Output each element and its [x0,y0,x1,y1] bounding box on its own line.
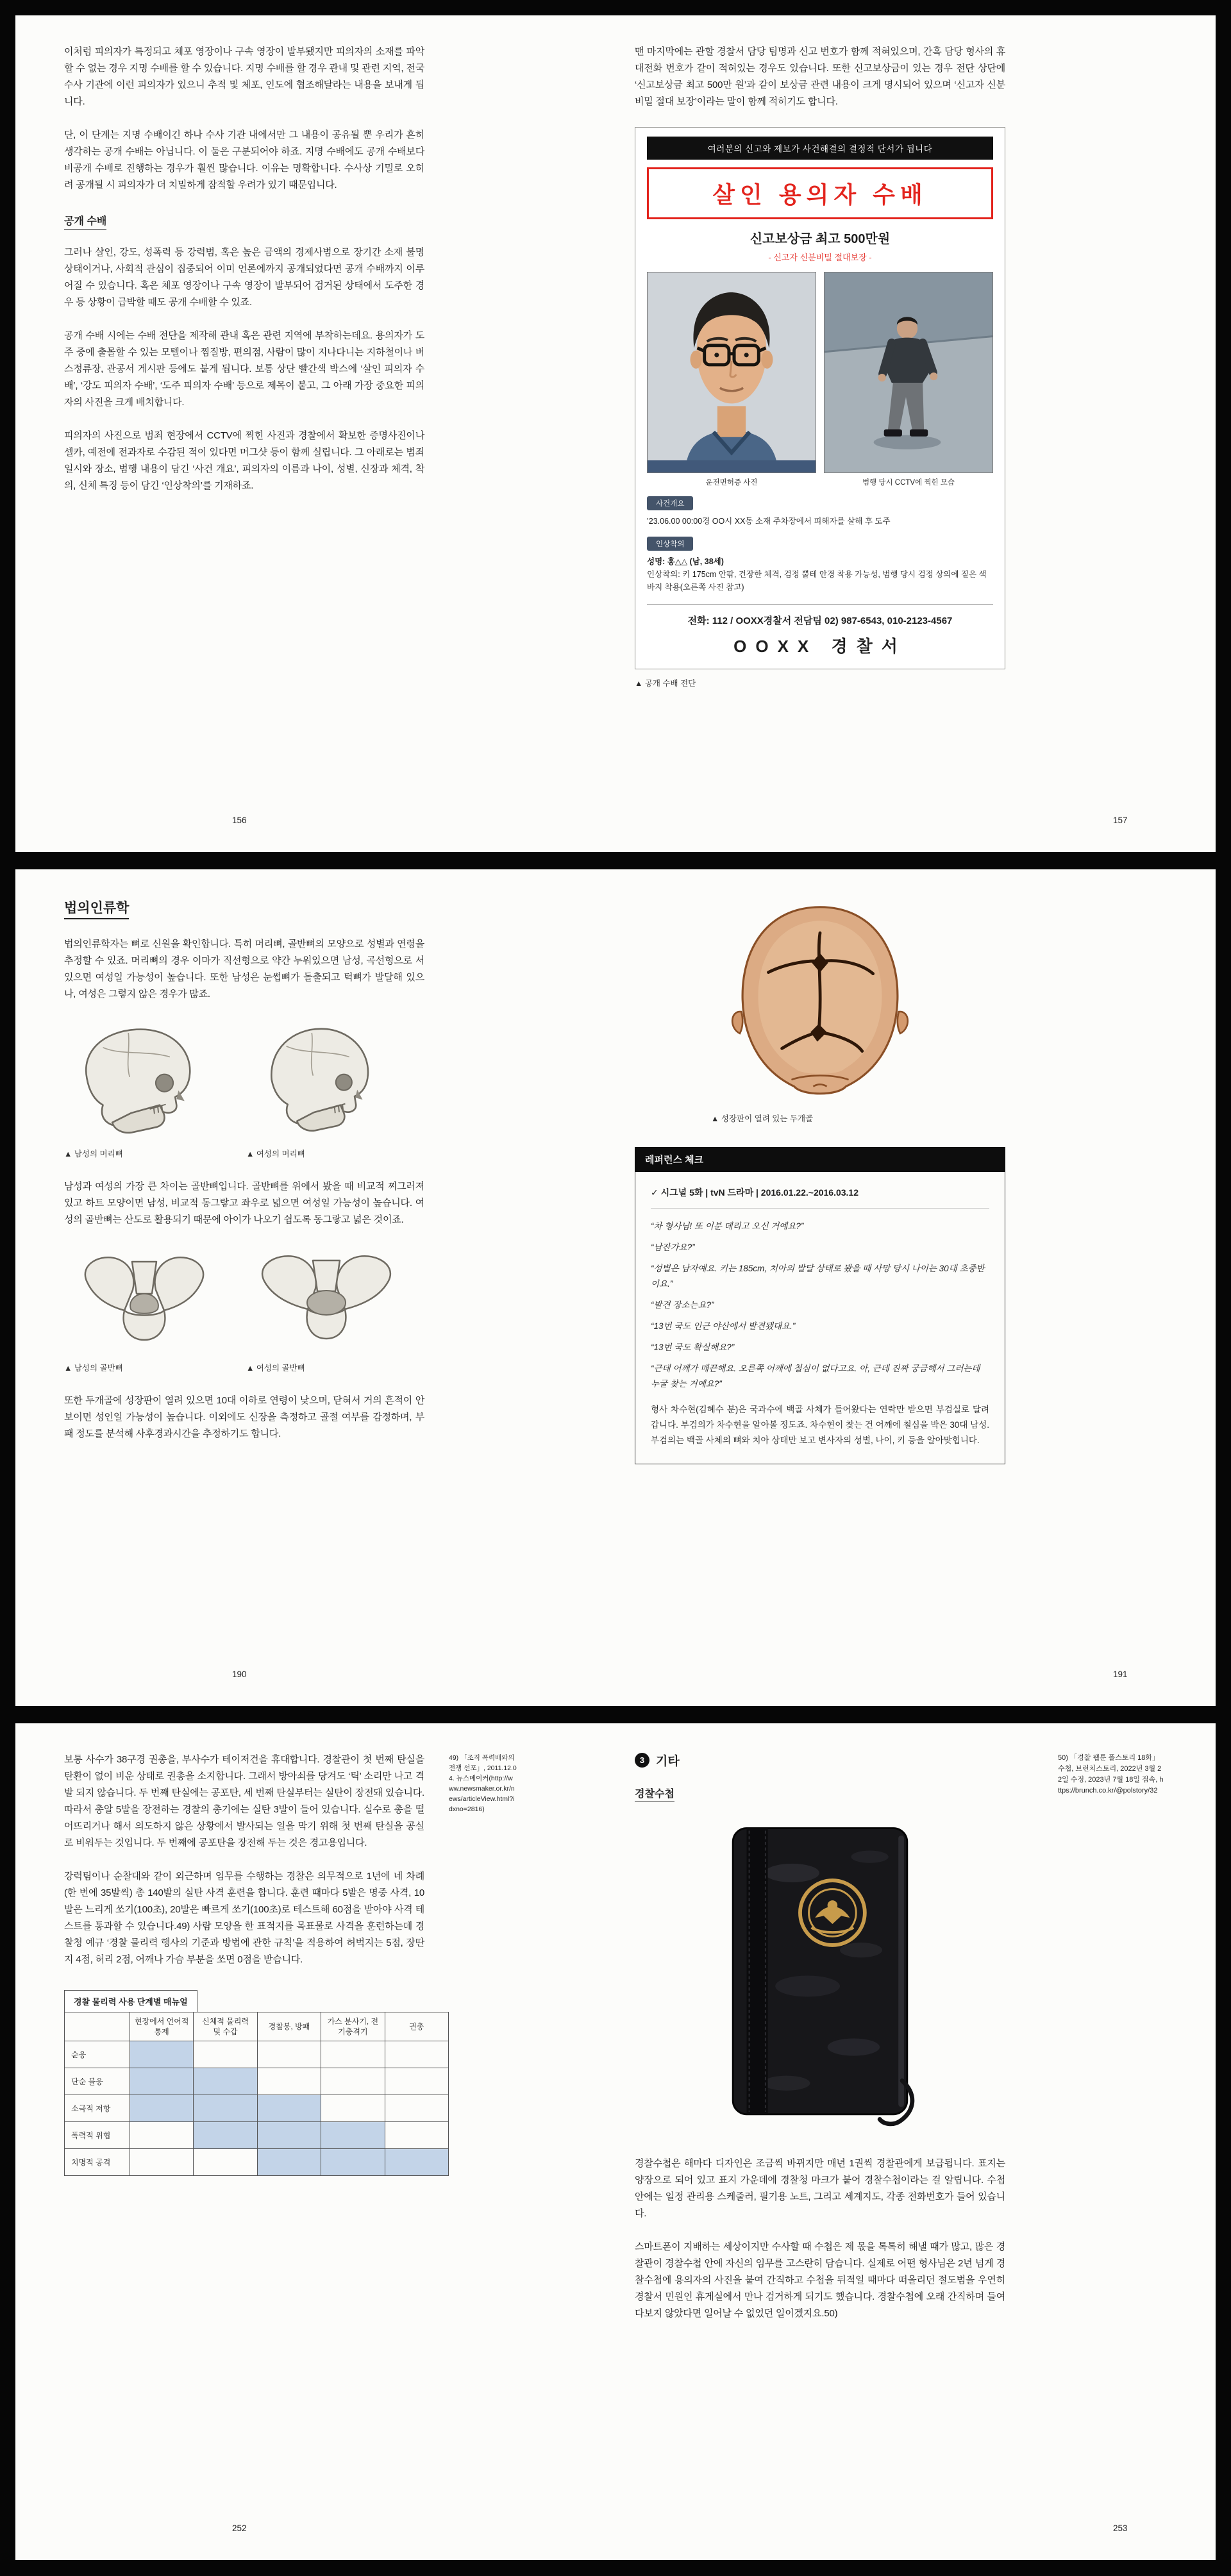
body-paragraph: 경찰수첩은 해마다 디자인은 조금씩 바뀌지만 매년 1권씩 경찰관에게 보급됩니다. 표지는 양장으로 되어 있고 표지 가운데에 경찰청 마크가 붙어 경찰수첩이라는 걸 알립니다. 수첩 안에는 일정 관리용 스케줄러, 필기용 노트, 그리고 세계지도, 각종 전화번호가 들어 있습니다. [635,2158,1005,2219]
section-label: 기타 [656,1755,680,1768]
body-paragraph: 이처럼 피의자가 특정되고 체포 영장이나 구속 영장이 발부됐지만 피의자의 소재를 파악할 수 없는 경우 지명 수배를 할 수 있습니다. 지명 수배를 할 경우 관내 및 관련 지역, 전국 수사 기관에 이런 피의자가 있으니 추적 및 체포, 인도에 협조해달라는 내용을 보내게 됩니다. [64,46,424,107]
figure-caption: ▲ 공개 수배 전단 [635,679,696,688]
poster-title: 살인 용의자 수배 [647,167,993,219]
table-cell [321,2095,385,2122]
female-pelvis-figure [246,1245,406,1373]
table-cell [194,2149,257,2176]
body-paragraph: 남성과 여성의 가장 큰 차이는 골반뼈입니다. 골반뼈를 위에서 봤을 때 비교적 찌그러져 있고 하트 모양이면 남성, 비교적 동그랗고 좌우로 넓으면 여성일 가능성이 높습니다. 여성의 골반뼈는 산도로 활용되기 때문에 아이가 나오기 쉽도록 동그랗고 넓은 것이죠. [64,1181,424,1225]
dialogue-quote: “성별은 남자예요. 키는 185cm, 치아의 발달 상태로 봤을 때 사망 당시 나이는 30대 초중반이요.” [651,1264,985,1289]
wanted-poster [635,127,1005,669]
force-table [64,2012,449,2176]
dialogue-quote: “13번 국도 확실해요?” [651,1342,735,1352]
table-cell [257,2041,321,2068]
police-notebook-figure [714,1819,926,2134]
table-cell [321,2149,385,2176]
table-cell [194,2095,257,2122]
cctv-photo-figure [824,272,993,487]
table-title: 경찰 물리력 사용 단계별 매뉴얼 [64,1990,197,2012]
figure-caption: ▲ 남성의 머리뼈 [64,1150,123,1158]
table-row-label: 순응 [65,2041,130,2068]
table-column-header: 경찰봉, 방패 [257,2012,321,2041]
body-paragraph: 또한 두개골에 성장판이 열려 있으면 10대 이하로 연령이 낮으며, 닫혀서 거의 흔적이 안 보이면 성인일 가능성이 높습니다. 이외에도 신장을 측정하고 골절 여부를 감정하며, 부패 정도를 분석해 사후경과시간을 추정하기도 합니다. [64,1395,424,1439]
book-spread-190-191 [15,869,1216,1706]
force-level-table-figure [64,1990,449,2176]
book-spread-252-253 [15,1723,1216,2560]
poster-station-name: OOXX 경찰서 [733,637,907,656]
cctv-photo-illustration [825,272,992,473]
table-column-header: 가스 분사기, 전기충격기 [321,2012,385,2041]
table-cell [194,2122,257,2149]
dialogue-quote: “차 형사님! 또 이분 데리고 오신 거예요?” [651,1221,804,1231]
reference-check-box [635,1172,1005,1464]
male-pelvis-figure [64,1245,224,1373]
table-cell [385,2095,448,2122]
subheading-police-notebook: 경찰수첩 [635,1786,1005,1800]
table-cell [130,2068,194,2095]
table-cell [321,2068,385,2095]
footnote-49: 49) 「조직 폭력배와의 전쟁 선포」, 2011.12.04. 뉴스메이커(http://www.newsmaker.or.kr/news/articleView.html?idxno=2816) [449,1754,517,1813]
page-157 [616,15,1216,852]
table-row [65,2095,449,2122]
table-row-label: 단순 불응 [65,2068,130,2095]
dialogue-quote: “남잔가요?” [651,1242,695,1252]
body-paragraph: 보통 사수가 38구경 권총을, 부사수가 테이저건을 휴대합니다. 경찰관이 첫 번째 탄실을 탄환이 없이 비운 상태로 권총을 소지합니다. 그래서 방아쇠를 당겨도 ‘틱’ 소리만 나고 격발 되지 않습니다. 두 번째 탄실에는 공포탄, 세 번째 탄실부터는 실탄이 장전돼 있습니다. 따라서 총알 5발을 장전하는 경찰의 총기에는 실탄 3발이 들어 있습니다. 실수로 총을 떨어뜨리거나 해서 의도하지 않은 상황에서 발사되는 일을 막기 위해 첫 번째 탄실을 공실로 비워두는 것입니다. 두 번째에 공포탄을 장전해 두는 것은 경고용입니다. [64,1754,424,1848]
table-column-header: 신체적 물리력 및 수갑 [194,2012,257,2041]
body-paragraph: 맨 마지막에는 관할 경찰서 담당 팀명과 신고 번호가 함께 적혀있으며, 간혹 담당 형사의 휴대전화 번호가 같이 적혀있는 경우도 있습니다. 또한 신고보상금이 있는 경우 전단 상단에 ‘신고보상금 최고 500만 원’과 같이 보상금 관련 내용이 크게 명시되어 있으며 ‘신고자 신분 비밀 절대 보장’이라는 말이 함께 적히기도 합니다. [635,46,1005,107]
section-heading-open-wanted: 공개 수배 [64,213,424,228]
table-corner-cell [65,2012,130,2041]
male-pelvis-illustration [64,1245,224,1354]
suspect-photo-figure [647,272,816,487]
section-heading-etc [635,1752,1005,1769]
police-notebook-illustration [714,1819,926,2130]
figure-caption: ▲ 여성의 골반뼈 [246,1364,305,1373]
table-row-label: 치명적 공격 [65,2149,130,2176]
table-row [65,2122,449,2149]
table-cell [130,2095,194,2122]
table-cell [130,2041,194,2068]
table-cell [194,2041,257,2068]
table-row [65,2149,449,2176]
page-number: 157 [1113,815,1128,825]
page-number: 253 [1113,2523,1128,2533]
circled-number-icon: 3 [635,1753,649,1768]
dialogue-quote: “13번 국도 인근 야산에서 발견됐대요.” [651,1321,796,1331]
table-row [65,2068,449,2095]
page-number: 156 [232,815,247,825]
poster-reward: 신고보상금 최고 500만원 [749,232,891,246]
female-pelvis-illustration [246,1245,406,1354]
infant-skull-figure [711,898,929,1124]
male-skull-figure [64,1019,224,1159]
table-cell [321,2122,385,2149]
table-cell [257,2149,321,2176]
figure-caption: ▲ 남성의 골반뼈 [64,1364,123,1373]
page-number: 190 [232,1669,247,1679]
table-cell [385,2068,448,2095]
table-cell [257,2095,321,2122]
case-summary-text: ’23.06.00 00:00경 OO시 XX동 소재 주차장에서 피해자를 살해 후 도주 [647,517,891,526]
page-190 [15,869,616,1706]
ref-commentary-text: 형사 차수현(김혜수 분)은 국과수에 백골 사체가 들어왔다는 연락만 받으면 부검실로 달려갑니다. 부검의가 차수현을 알아볼 정도죠. 차수현이 찾는 건 어깨에 철심을 박은 30대 남성. 부검의는 백골 사체의 뼈와 치아 상태만 보고 변사자의 성별, 나이, 키 등을 알아맞힙니다. [651,1405,989,1445]
poster-phone-line: 전화: 112 / OOXX경찰서 전담팀 02) 987-6543, 010-2123-4567 [647,604,993,627]
table-column-header: 권총 [385,2012,448,2041]
poster-secrecy: - 신고자 신분비밀 절대보장 - [768,253,872,262]
page-156 [15,15,616,852]
male-skull-illustration [64,1019,218,1140]
dialogue-quote: “발견 장소는요?” [651,1300,714,1310]
female-skull-illustration [246,1019,400,1140]
table-cell [385,2041,448,2068]
divider [651,1208,989,1209]
chapter-heading-forensic-anthropology: 법의인류학 [64,898,424,917]
table-row-label: 폭력적 위협 [65,2122,130,2149]
page-191 [616,869,1216,1706]
page-number: 191 [1113,1669,1128,1679]
body-paragraph: 그러나 살인, 강도, 성폭력 등 강력범, 혹은 높은 금액의 경제사범으로 장기간 소재 불명 상태이거나, 사회적 관심이 집중되어 이미 언론에까지 공개되었다면 공개 수배까지 이루어질 수 있습니다. 혹은 체포 영장이나 구속 영장이 발부되어 검거된 상태에서 도주한 경우 등 상황이 급박할 때도 공개 수배할 수 있죠. [64,247,424,308]
body-paragraph: 공개 수배 시에는 수배 전단을 제작해 관내 혹은 관련 지역에 부착하는데요. 용의자가 도주 중에 출몰할 수 있는 모텔이나 찜질방, 편의점, 사람이 많이 지나다니는 지하철이나 버스정류장, 관공서 게시판 등에도 붙게 됩니다. 보통 상단 빨간색 박스에 ‘살인 피의자 수배’, ‘강도 피의자 수배’, ‘도주 피의자 수배’ 등으로 제목이 붙고, 그 아래 가장 중요한 피의자의 사진을 크게 배치합니다. [64,330,424,408]
case-summary-badge: 사건개요 [647,496,693,510]
body-paragraph: 강력팀이나 순찰대와 같이 외근하며 임무를 수행하는 경찰은 의무적으로 1년에 네 차례(한 번에 35발씩) 총 140발의 실탄 사격 훈련을 합니다. 훈련 때마다 5발은 명중 사격, 10발은 느리게 쏘기(100초), 20발은 빠르게 쏘기(100초)로 테스트해 60점을 받아야 사격 테스트를 통과할 수 있습니다.49) 사람 모양을 한 표적지를 목표물로 사격을 훈련하는데 경찰청 예규 ‘경찰 물리력 행사의 기준과 방법에 관한 규칙’을 적용하여 허벅지는 5점, 장딴지 4점, 허리 2점, 어깨나 가슴 부분을 쏘면 0점을 받습니다. [64,1871,424,1965]
description-badge: 인상착의 [647,537,693,551]
body-paragraph: 단, 이 단계는 지명 수배이긴 하나 수사 기관 내에서만 그 내용이 공유될 뿐 우리가 흔히 생각하는 공개 수배는 아닙니다. 이 둘은 구분되어야 하죠. 지명 수배에도 공개 수배보다 비공개 수배로 진행하는 경우가 훨씬 많습니다. 이유는 명확합니다. 수사상 기밀로 오히려 공개될 시 피의자가 더 치밀하게 잠적할 우려가 있기 때문입니다. [64,130,424,190]
suspect-description-text: 인상착의: 키 175cm 안팎, 건장한 체격, 검정 뿔테 안경 착용 가능성, 범행 당시 검정 상의에 짙은 색 바지 착용(오른쪽 사진 참고) [647,570,987,592]
suspect-portrait-illustration [648,272,816,473]
infant-skull-top-illustration [711,898,929,1101]
photo-caption: 운전면허증 사진 [705,479,758,487]
table-row [65,2041,449,2068]
table-cell [194,2068,257,2095]
table-cell [257,2122,321,2149]
photo-caption: 범행 당시 CCTV에 찍힌 모습 [862,479,955,487]
footnote-50: 50) 「경찰 웹툰 폴스토리 18화」 수첩, 브런치스토리, 2022년 3월 22일 수정, 2023년 7월 18일 접속, https://brunch.co.kr/@polstory/32 [1058,1754,1164,1794]
body-paragraph: 법의인류학자는 뼈로 신원을 확인합니다. 특히 머리뼈, 골반뼈의 모양으로 성별과 연령을 추정할 수 있죠. 머리뼈의 경우 이마가 직선형으로 약간 누워있으면 남성, 곡선형으로 서 있으면 여성일 가능성이 높습니다. 또한 남성은 눈썹뼈가 돌출되고 턱뼈가 발달해 있으나, 여성은 그렇지 않은 경우가 많죠. [64,939,424,999]
table-cell [257,2068,321,2095]
dialogue-quote: “근데 어깨가 매끈해요. 오른쪽 어깨에 철심이 없다고요. 아, 근데 진짜 궁금해서 그러는데 누굴 찾는 거예요?” [651,1364,980,1389]
reference-check-header: 레퍼런스 체크 [635,1147,1005,1172]
table-cell [130,2122,194,2149]
page-number: 252 [232,2523,247,2533]
figure-caption: ▲ 성장판이 열려 있는 두개골 [711,1114,814,1123]
poster-banner: 여러분의 신고와 제보가 사건해결의 결정적 단서가 됩니다 [647,137,993,160]
suspect-name-text: 성명: 홍△△ (남, 38세) [647,557,724,566]
table-header-row [65,2012,449,2041]
page-253 [616,1723,1216,2560]
table-row-label: 소극적 저항 [65,2095,130,2122]
figure-caption: ▲ 여성의 머리뼈 [246,1150,305,1158]
table-cell [130,2149,194,2176]
body-paragraph: 스마트폰이 지배하는 세상이지만 수사할 때 수첩은 제 몫을 톡톡히 해낼 때가 많고, 많은 경찰관이 경찰수첩 안에 자신의 임무를 고스란히 담습니다. 실제로 어떤 형사님은 2년 넘게 경찰수첩에 용의자의 사진을 붙여 간직하고 수첩을 뒤적일 때마다 떠올리던 절도범을 우연히 경찰서 민원인 휴게실에서 만나 검거하게 되기도 했습니다. 경찰수첩에 오래 간직하며 들여다보지 않았다면 일어날 수 없었던 일이겠지요.50) [635,2241,1005,2319]
table-column-header: 현장에서 언어적 통제 [130,2012,194,2041]
ref-show-info: ✓ 시그널 5화 | tvN 드라마 | 2016.01.22.~2016.03.12 [651,1187,859,1198]
female-skull-figure [246,1019,406,1159]
book-spread-156-157 [15,15,1216,852]
body-paragraph: 피의자의 사진으로 범죄 현장에서 CCTV에 찍힌 사진과 경찰에서 확보한 증명사진이나 셀카, 예전에 전과자로 수감된 적이 있다면 머그샷 등이 함께 실립니다. 그 아래로는 범죄 일시와 장소, 범행 내용이 담긴 ‘사건 개요’, 피의자의 이름과 나이, 성별, 신장과 체격, 착의, 신체 특징 등이 담긴 ‘인상착의’를 기재하죠. [64,430,424,491]
table-cell [321,2041,385,2068]
table-cell [385,2122,448,2149]
table-cell [385,2149,448,2176]
page-252 [15,1723,616,2560]
